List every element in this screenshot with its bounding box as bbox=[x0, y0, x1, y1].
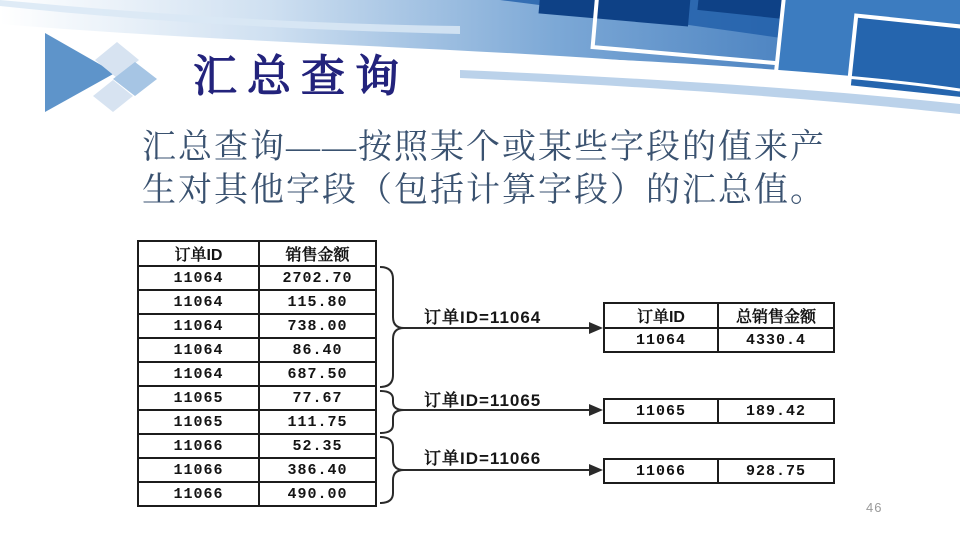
table-cell: 11066 bbox=[138, 482, 259, 506]
table-cell: 11064 bbox=[138, 362, 259, 386]
table-row bbox=[138, 314, 376, 338]
table-cell: 11065 bbox=[138, 410, 259, 434]
table-cell: 687.50 bbox=[259, 362, 376, 386]
table-cell: 11066 bbox=[138, 458, 259, 482]
column-header-order-id: 订单ID bbox=[138, 241, 259, 266]
arrowhead-icon bbox=[589, 464, 603, 476]
table-cell: 386.40 bbox=[259, 458, 376, 482]
source-table bbox=[137, 240, 377, 507]
table-row bbox=[138, 434, 376, 458]
table-cell: 11064 bbox=[138, 266, 259, 290]
table-header-row bbox=[604, 303, 834, 328]
table-cell: 738.00 bbox=[259, 314, 376, 338]
page-number: 46 bbox=[866, 500, 883, 515]
table-row bbox=[138, 386, 376, 410]
table-cell: 11064 bbox=[138, 290, 259, 314]
table-row bbox=[604, 328, 834, 352]
table-cell: 11065 bbox=[138, 386, 259, 410]
arrow-label-11066: 订单ID=11066 bbox=[424, 449, 542, 468]
table-row bbox=[138, 482, 376, 506]
table-row bbox=[604, 459, 834, 483]
page-title: 汇总查询 bbox=[193, 52, 409, 101]
table-cell: 11066 bbox=[604, 459, 718, 483]
table-header-row bbox=[138, 241, 376, 266]
brace-group-11065 bbox=[380, 391, 404, 433]
body-line: 汇总查询——按照某个或某些字段的值来产 bbox=[142, 129, 826, 166]
table-row bbox=[138, 290, 376, 314]
table-row bbox=[138, 362, 376, 386]
brace-group-11066 bbox=[380, 437, 404, 503]
result-table-11065 bbox=[603, 398, 835, 424]
table-cell: 4330.4 bbox=[718, 328, 834, 352]
table-cell: 111.75 bbox=[259, 410, 376, 434]
table-row bbox=[604, 399, 834, 423]
table-cell: 490.00 bbox=[259, 482, 376, 506]
table-cell: 2702.70 bbox=[259, 266, 376, 290]
table-cell: 115.80 bbox=[259, 290, 376, 314]
table-cell: 11064 bbox=[138, 338, 259, 362]
table-cell: 77.67 bbox=[259, 386, 376, 410]
arrow-label-11065: 订单ID=11065 bbox=[424, 391, 542, 410]
arrow-label-11064: 订单ID=11064 bbox=[424, 308, 542, 327]
column-header-sales-amount: 销售金额 bbox=[259, 241, 376, 266]
table-cell: 928.75 bbox=[718, 459, 834, 483]
arrowhead-icon bbox=[589, 404, 603, 416]
brace-group-11064 bbox=[380, 267, 404, 387]
table-cell: 86.40 bbox=[259, 338, 376, 362]
body-text bbox=[142, 126, 882, 212]
table-cell: 11064 bbox=[604, 328, 718, 352]
table-row bbox=[138, 338, 376, 362]
arrowhead-icon bbox=[589, 322, 603, 334]
column-header-order-id: 订单ID bbox=[604, 303, 718, 328]
table-cell: 11065 bbox=[604, 399, 718, 423]
table-cell: 189.42 bbox=[718, 399, 834, 423]
table-cell: 11064 bbox=[138, 314, 259, 338]
table-row bbox=[138, 458, 376, 482]
column-header-total-sales: 总销售金额 bbox=[718, 303, 834, 328]
table-cell: 52.35 bbox=[259, 434, 376, 458]
result-table-11066 bbox=[603, 458, 835, 484]
table-cell: 11066 bbox=[138, 434, 259, 458]
table-row bbox=[138, 266, 376, 290]
body-line: 生对其他字段（包括计算字段）的汇总值。 bbox=[142, 172, 826, 209]
result-table-11064 bbox=[603, 302, 835, 353]
table-row bbox=[138, 410, 376, 434]
logo-icon bbox=[40, 28, 165, 118]
